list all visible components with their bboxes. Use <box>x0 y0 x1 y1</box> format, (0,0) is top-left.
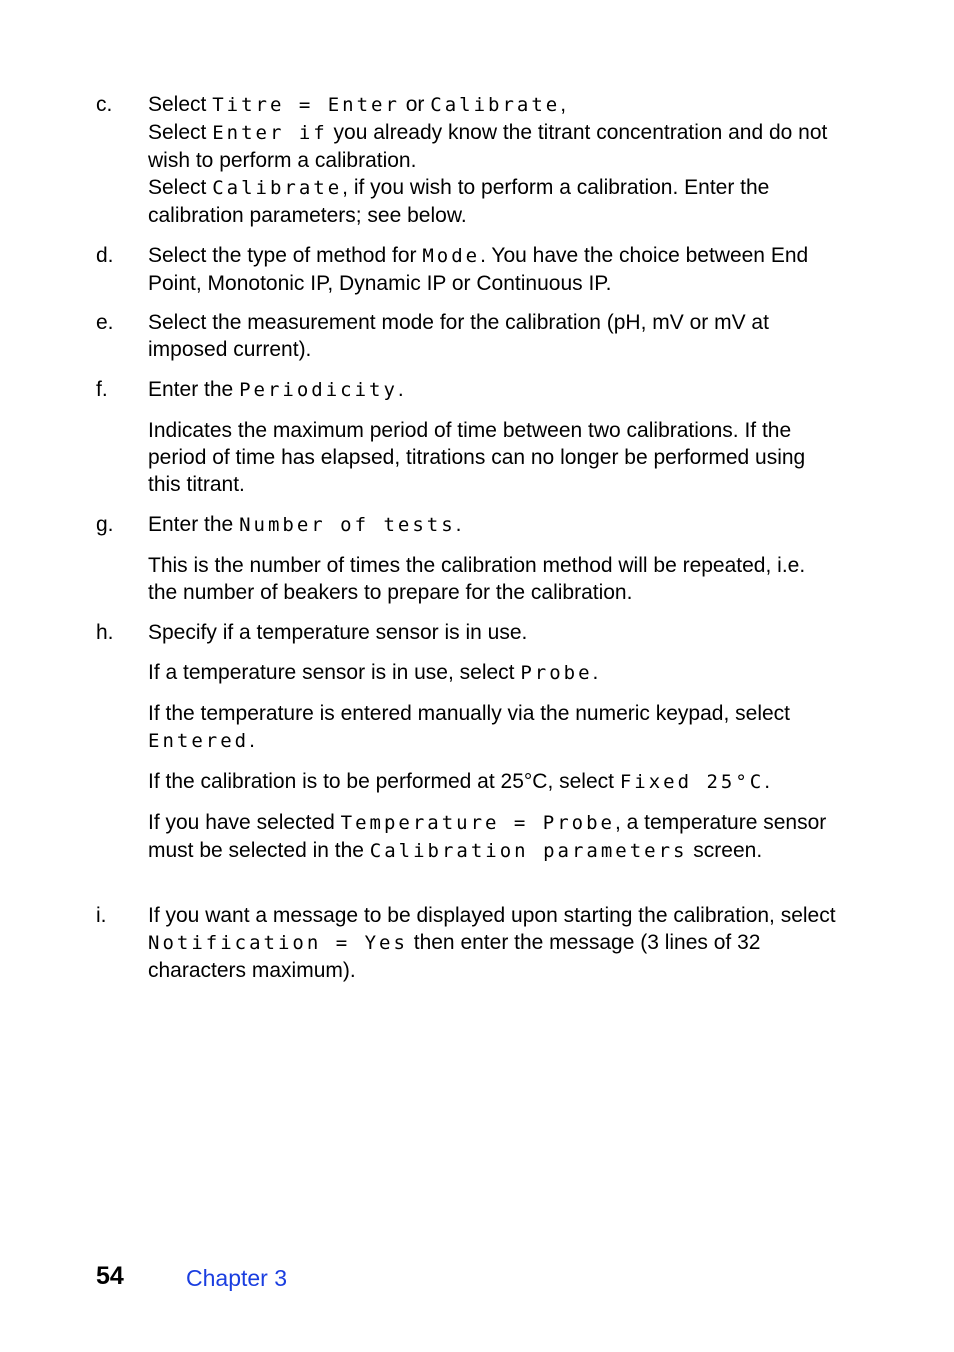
text-run: , if you wish to perform a calibration. Enter the calibration parameters; see below. <box>148 176 770 227</box>
display-text: Calibrate <box>430 94 561 116</box>
item-body <box>148 91 838 229</box>
text-run: Select <box>148 121 213 144</box>
text-run: Select the measurement mode for the calibration (pH, mV or mV at imposed current). <box>148 311 769 361</box>
text-run: . <box>397 378 404 401</box>
text-run: . You have the choice between End Point, Monotonic IP, Dynamic IP or Continuous IP. <box>148 244 809 295</box>
text-run: , <box>560 93 567 116</box>
paragraph <box>148 902 838 984</box>
display-text: Periodicity <box>239 379 398 401</box>
display-text: Number of tests <box>239 514 456 536</box>
display-text: Fixed 25°C <box>619 771 765 793</box>
paragraph <box>148 511 838 539</box>
item-marker: f. <box>96 378 108 401</box>
display-text: Enter if <box>212 122 328 144</box>
paragraph <box>148 619 838 646</box>
text-run: If you want a message to be displayed upon starting the calibration, select <box>148 904 836 927</box>
paragraph <box>148 809 838 865</box>
item-body <box>148 376 838 498</box>
page-number: 54 <box>96 1262 124 1290</box>
text-run: Select the type of method for <box>148 244 423 267</box>
display-text: Temperature = Probe <box>340 812 615 834</box>
item-marker: e. <box>96 311 114 334</box>
item-body <box>148 309 838 363</box>
paragraph <box>148 659 838 687</box>
item-body <box>148 242 838 297</box>
item-marker: i. <box>96 904 107 927</box>
display-text: Calibrate <box>212 177 343 199</box>
text-run: Select <box>148 176 213 199</box>
text-run: If the temperature is entered manually via the numeric keypad, select <box>148 702 790 725</box>
text-run: Enter the <box>148 378 240 401</box>
text-run: screen. <box>687 839 763 862</box>
paragraph <box>148 700 838 755</box>
item-body <box>148 902 838 984</box>
paragraph <box>148 417 838 498</box>
text-run: . <box>249 729 255 752</box>
text-run: or <box>399 93 431 116</box>
display-text: Probe <box>520 662 593 684</box>
paragraph <box>148 376 838 404</box>
text-run: This is the number of times the calibration method will be repeated, i.e. the number of beakers to prepare for the calibration. <box>148 554 806 604</box>
paragraph <box>148 91 838 229</box>
text-run: Specify if a temperature sensor is in use. <box>148 621 528 644</box>
item-marker: h. <box>96 621 114 644</box>
text-run: . <box>455 513 462 536</box>
item-body <box>148 511 838 606</box>
display-text: Entered <box>148 730 250 752</box>
item-marker: d. <box>96 244 114 267</box>
display-text: Mode <box>422 245 481 267</box>
display-text: Notification = Yes <box>148 932 408 954</box>
display-text: Calibration parameters <box>369 840 688 862</box>
item-marker: c. <box>96 93 113 116</box>
text-run: If you have selected <box>148 811 341 834</box>
text-run: then enter the message (3 lines of 32 characters maximum). <box>148 931 761 982</box>
paragraph <box>148 768 838 796</box>
text-run: . <box>592 661 599 684</box>
paragraph <box>148 552 838 606</box>
text-run: If the calibration is to be performed at 25°C, select <box>148 770 620 793</box>
item-marker: g. <box>96 513 114 536</box>
text-run: Enter the <box>148 513 240 536</box>
text-run: Indicates the maximum period of time between two calibrations. If the period of time has elapsed, titrations can no longer be performed using this titrant. <box>148 419 806 496</box>
chapter-label: Chapter 3 <box>186 1265 288 1291</box>
item-body <box>148 619 838 865</box>
text-run: . <box>764 770 771 793</box>
paragraph <box>148 309 838 363</box>
paragraph <box>148 242 838 297</box>
text-run: If a temperature sensor is in use, select <box>148 661 521 684</box>
text-run: Select <box>148 93 213 116</box>
text-run: you already know the titrant concentration and do not wish to perform a calibration. <box>148 121 828 172</box>
display-text: Titre = Enter <box>212 94 400 116</box>
text-run: , a temperature sensor must be selected in the <box>148 811 827 862</box>
